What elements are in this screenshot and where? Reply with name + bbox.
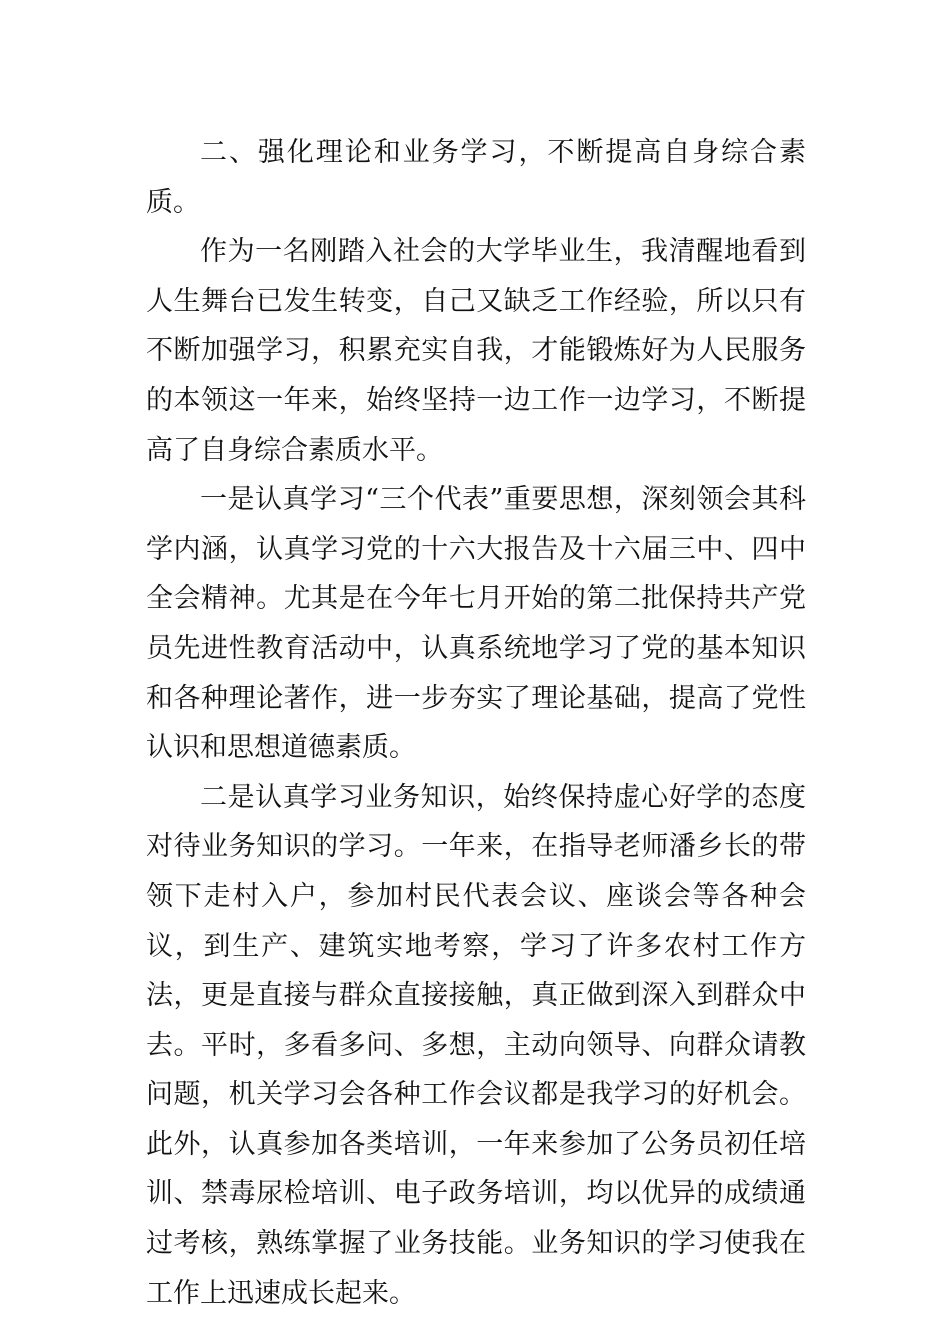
- paragraph-intro: 作为一名刚踏入社会的大学毕业生，我清醒地看到人生舞台已发生转变，自己又缺乏工作经验，所以只有不断加强学习，积累充实自我，才能锻炼好为人民服务的本领这一年来，始终坚持一边工作一边学习，不断提高了自身综合素质水平。: [146, 236, 806, 466]
- section-heading: 二、强化理论和业务学习，不断提高自身综合素质。: [146, 137, 806, 218]
- paragraph-business-study: 二是认真学习业务知识，始终保持虚心好学的态度对待业务知识的学习。一年来，在指导老师潘乡长的带领下走村入户，参加村民代表会议、座谈会等各种会议，到生产、建筑实地考察，学习了许多农村工作方法，更是直接与群众直接接触，真正做到深入到群众中去。平时，多看多问、多想，主动向领导、向群众请教问题，机关学习会各种工作会议都是我学习的好机会。此外，认真参加各类培训，一年来参加了公务员初任培训、禁毒尿检培训、电子政务培训，均以优异的成绩通过考核，熟练掌握了业务技能。业务知识的学习使我在工作上迅速成长起来。: [146, 781, 806, 1309]
- paragraph-theory-study: 一是认真学习“三个代表”重要思想，深刻领会其科学内涵，认真学习党的十六大报告及十六届三中、四中全会精神。尤其是在今年七月开始的第二批保持共产党员先进性教育活动中，认真系统地学习了党的基本知识和各种理论著作，进一步夯实了理论基础，提高了党性认识和思想道德素质。: [146, 484, 806, 764]
- document-body: [146, 128, 806, 1318]
